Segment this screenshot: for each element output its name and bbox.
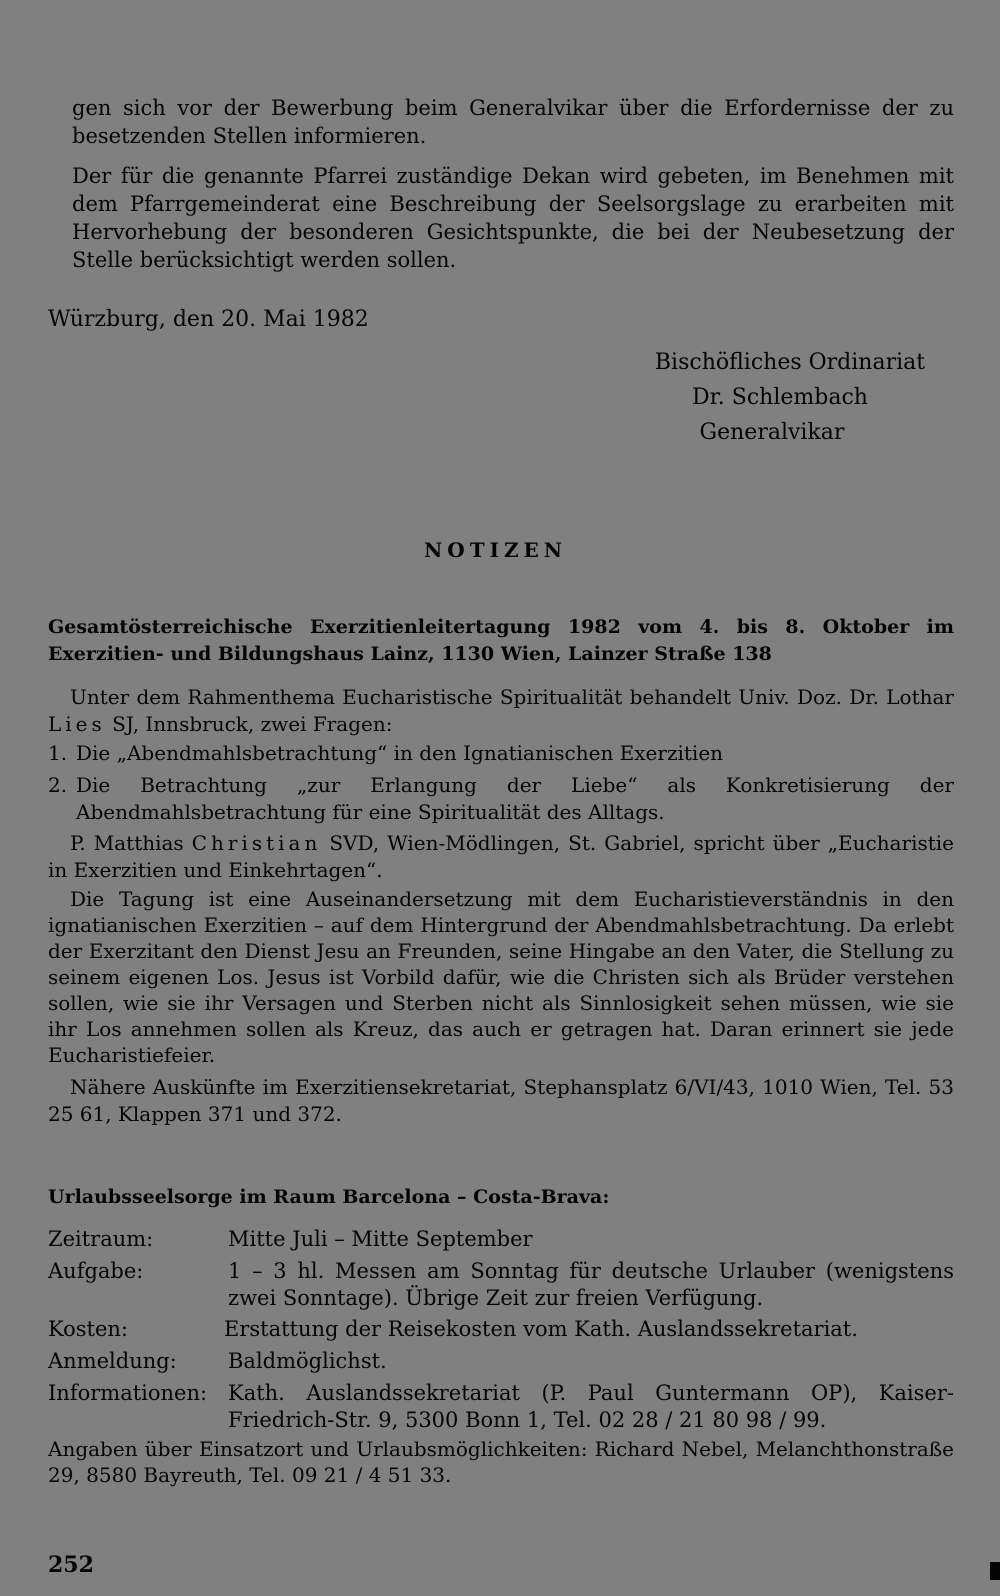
article1-speaker-a: P. Matthias: [70, 831, 184, 855]
row-label: Informationen:: [48, 1381, 208, 1405]
row-value: Baldmöglichst.: [228, 1349, 387, 1373]
signature-office: Bischöfliches Ordinariat: [654, 350, 926, 375]
article1-list-item-2: [48, 772, 954, 828]
intro-paragraph-continuation: gen sich vor der Bewerbung beim Generalvikar über die Erfordernisse der zu besetzenden Stellen informieren.: [72, 96, 954, 148]
row-label: Kosten:: [48, 1317, 129, 1341]
signature-title: Generalvikar: [699, 420, 845, 445]
article1-speaker-name: Christian: [191, 831, 322, 855]
list-number-1: 1.: [48, 741, 68, 765]
article1-intro-a: Unter dem Rahmenthema Eucharistische Spiritualität behandelt Univ. Doz. Dr. Lothar: [70, 685, 954, 709]
list-text-1: Die „Abendmahlsbetrachtung“ in den Ignatianischen Exerzitien: [76, 741, 724, 765]
notizen-heading: NOTIZEN: [424, 538, 568, 562]
page-number: 252: [48, 1552, 94, 1578]
article1-speaker: [48, 830, 954, 884]
article2-title: Urlaubsseelsorge im Raum Barcelona – Costa-Brava:: [48, 1186, 610, 1208]
row-value: Kath. Auslandssekretariat (P. Paul Guntermann OP), Kaiser-Friedrich-Str. 9, 5300 Bonn 1, Tel. 02 28 / 21 80 98 / 99.: [228, 1381, 954, 1432]
article1-title: Gesamtösterreichische Exerzitienleitertagung 1982 vom 4. bis 8. Oktober im Exerzitien- und Bildungshaus Lainz, 1130 Wien, Lainzer Straße 138: [48, 616, 954, 665]
row-label: Aufgabe:: [48, 1259, 144, 1283]
article2-closing: Angaben über Einsatzort und Urlaubsmöglichkeiten: Richard Nebel, Melanchthonstraße 29, 8580 Bayreuth, Tel. 09 21 / 4 51 33.: [48, 1437, 954, 1487]
row-value: 1 – 3 hl. Messen am Sonntag für deutsche Urlauber (wenigstens zwei Sonntage). Übrige Zeit zur freien Verfügung.: [228, 1259, 954, 1310]
signature-name: Dr. Schlembach: [692, 385, 868, 410]
row-label: Zeitraum:: [48, 1227, 154, 1251]
article1-speaker-b: SVD, Wien-Mödlingen, St. Gabriel, spricht über „Eucharistie in Exerzitien und Einkehrtagen“.: [48, 831, 955, 882]
list-number-2: 2.: [48, 773, 68, 797]
scan-edge-mark: [990, 1562, 1000, 1580]
list-text-2: Die Betrachtung „zur Erlangung der Liebe“ als Konkretisierung der Abendmahlsbetrachtung für eine Spiritualität des Alltags.: [76, 773, 954, 824]
signature-block: [640, 345, 940, 450]
article1-info: Nähere Auskünfte im Exerzitiensekretariat, Stephansplatz 6/VI/43, 1010 Wien, Tel. 53 25 61, Klappen 371 und 372.: [48, 1075, 954, 1126]
place-date-line: Würzburg, den 20. Mai 1982: [48, 307, 369, 332]
article1-body: Die Tagung ist eine Auseinandersetzung mit dem Eucharistieverständnis in den ignatianischen Exerzitien – auf dem Hintergrund der Abendmahlsbetrachtung. Da erlebt der Exerzitant den Dienst Jesu an Freunden, seine Hingabe an den Vater, die Stellung zu seinem eigenen Los. Jesus ist Vorbild dafür, wie die Christen sich als Brüder verstehen sollen, wie sie ihr Versagen und Sterben nicht als Sinnlosigkeit sehen müssen, wie sie ihr Los annehmen sollen als Kreuz, das auch er getragen hat. Daran erinnert sie jede Eucharistiefeier.: [48, 887, 954, 1067]
dean-paragraph: Der für die genannte Pfarrei zuständige Dekan wird gebeten, im Benehmen mit dem Pfarrgemeinderat eine Beschreibung der Seelsorgslage zu erarbeiten mit Hervorhebung der besonderen Gesichtspunkte, die bei der Neubesetzung der Stelle berücksichtigt werden sollen.: [72, 164, 954, 272]
article1-intro: [48, 684, 954, 738]
row-label: Anmeldung:: [48, 1349, 177, 1373]
article1-intro-b: SJ, Innsbruck, zwei Fragen:: [112, 712, 393, 736]
row-value: Mitte Juli – Mitte September: [228, 1227, 533, 1251]
row-value: Erstattung der Reisekosten vom Kath. Auslandssekretariat.: [224, 1317, 858, 1341]
article1-intro-name: Lies: [48, 712, 106, 736]
